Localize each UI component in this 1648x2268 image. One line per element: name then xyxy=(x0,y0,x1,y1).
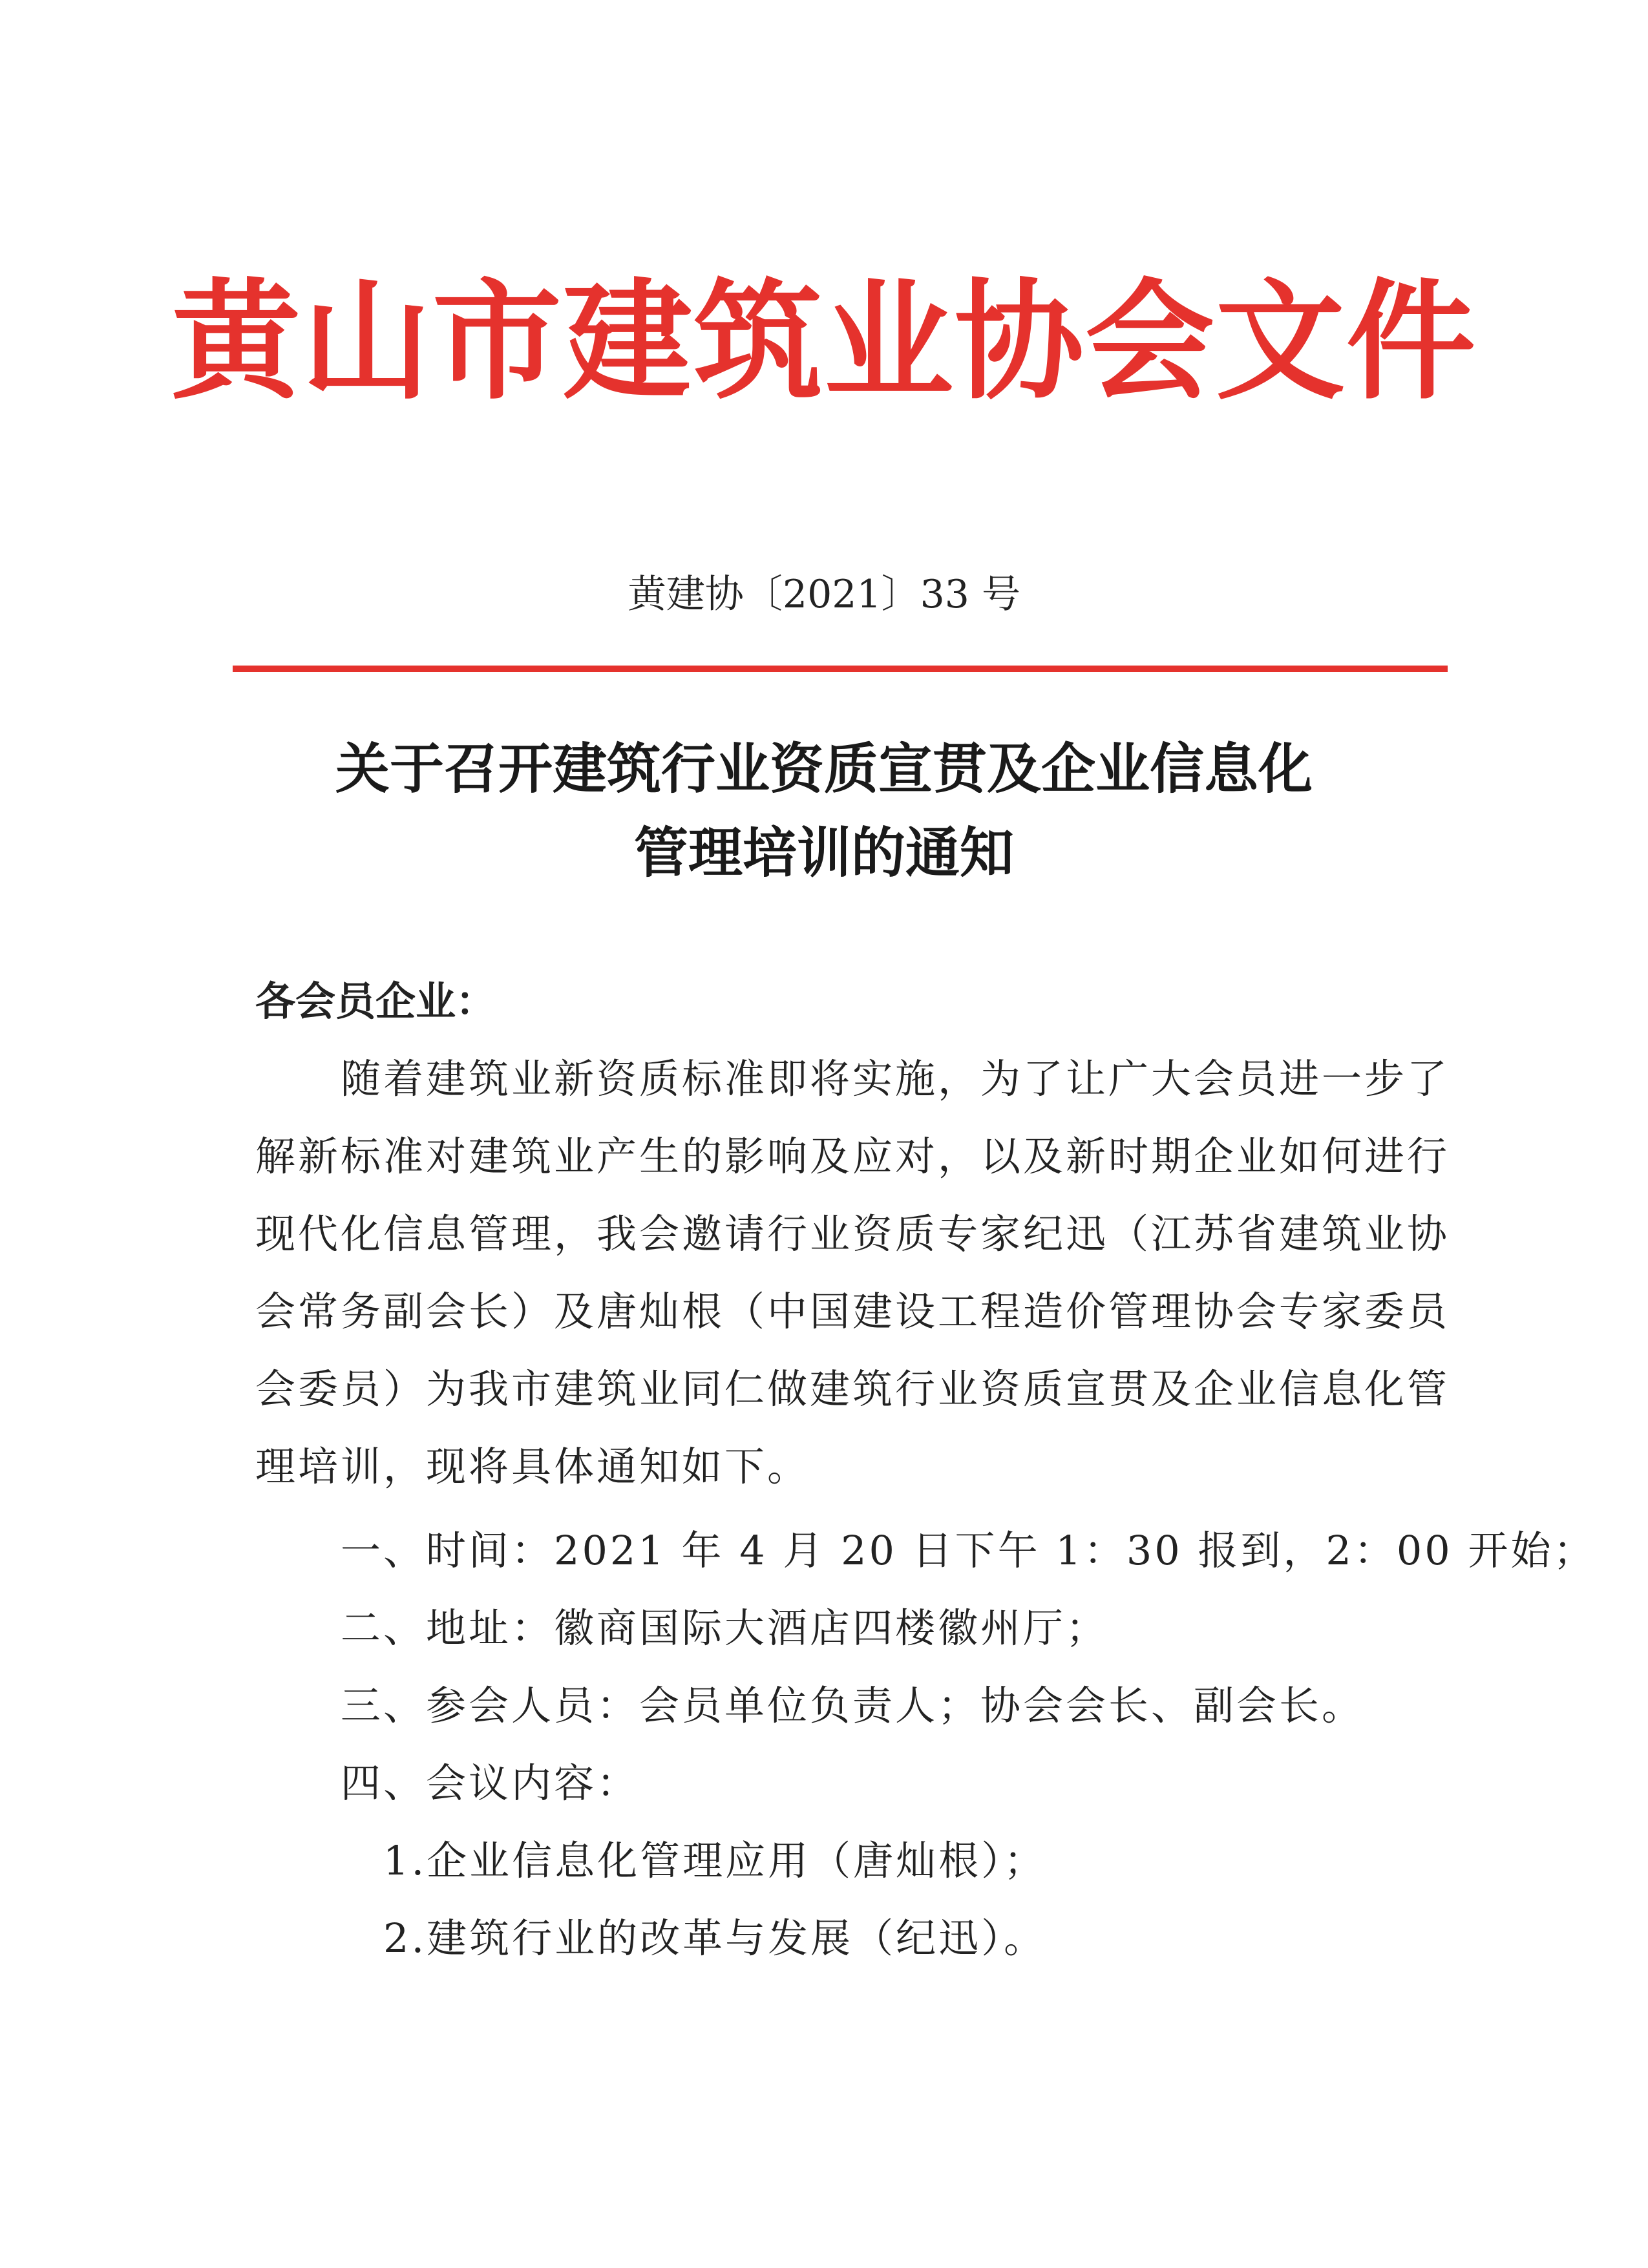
red-divider-line xyxy=(233,666,1448,672)
document-number: 黄建协〔2021〕33 号 xyxy=(627,572,1021,617)
paragraph-line: 理培训，现将具体通知如下。 xyxy=(255,1443,810,1490)
item-time: 一、时间：2021 年 4 月 20 日下午 1：30 报到，2：00 开始； xyxy=(255,1527,1596,1574)
content-item-1: 1.企业信息化管理应用（唐灿根）； xyxy=(255,1837,1047,1884)
paragraph-line: 会常务副会长）及唐灿根（中国建设工程造价管理协会专家委员 xyxy=(255,1288,1450,1335)
paragraph-line: 随着建筑业新资质标准即将实施，为了让广大会员进一步了 xyxy=(255,1055,1450,1102)
item-location: 二、地址：徽商国际大酒店四楼徽州厅； xyxy=(255,1604,1109,1652)
content-item-2: 2.建筑行业的改革与发展（纪迅）。 xyxy=(255,1915,1047,1962)
notice-title-line-1: 关于召开建筑行业资质宣贯及企业信息化 xyxy=(335,737,1313,801)
paragraph-line: 解新标准对建筑业产生的影响及应对，以及新时期企业如何进行 xyxy=(255,1133,1450,1180)
item-meeting-content: 四、会议内容： xyxy=(255,1759,640,1807)
paragraph-line: 现代化信息管理，我会邀请行业资质专家纪迅（江苏省建筑业协 xyxy=(255,1210,1450,1257)
item-attendees: 三、参会人员：会员单位负责人；协会会长、副会长。 xyxy=(255,1682,1365,1729)
notice-title-line-2: 管理培训的通知 xyxy=(633,821,1014,885)
paragraph-line: 会委员）为我市建筑业同仁做建筑行业资质宣贯及企业信息化管 xyxy=(255,1365,1450,1412)
salutation: 各会员企业： xyxy=(255,978,496,1025)
organization-header: 黄山市建筑业协会文件 xyxy=(171,267,1477,417)
